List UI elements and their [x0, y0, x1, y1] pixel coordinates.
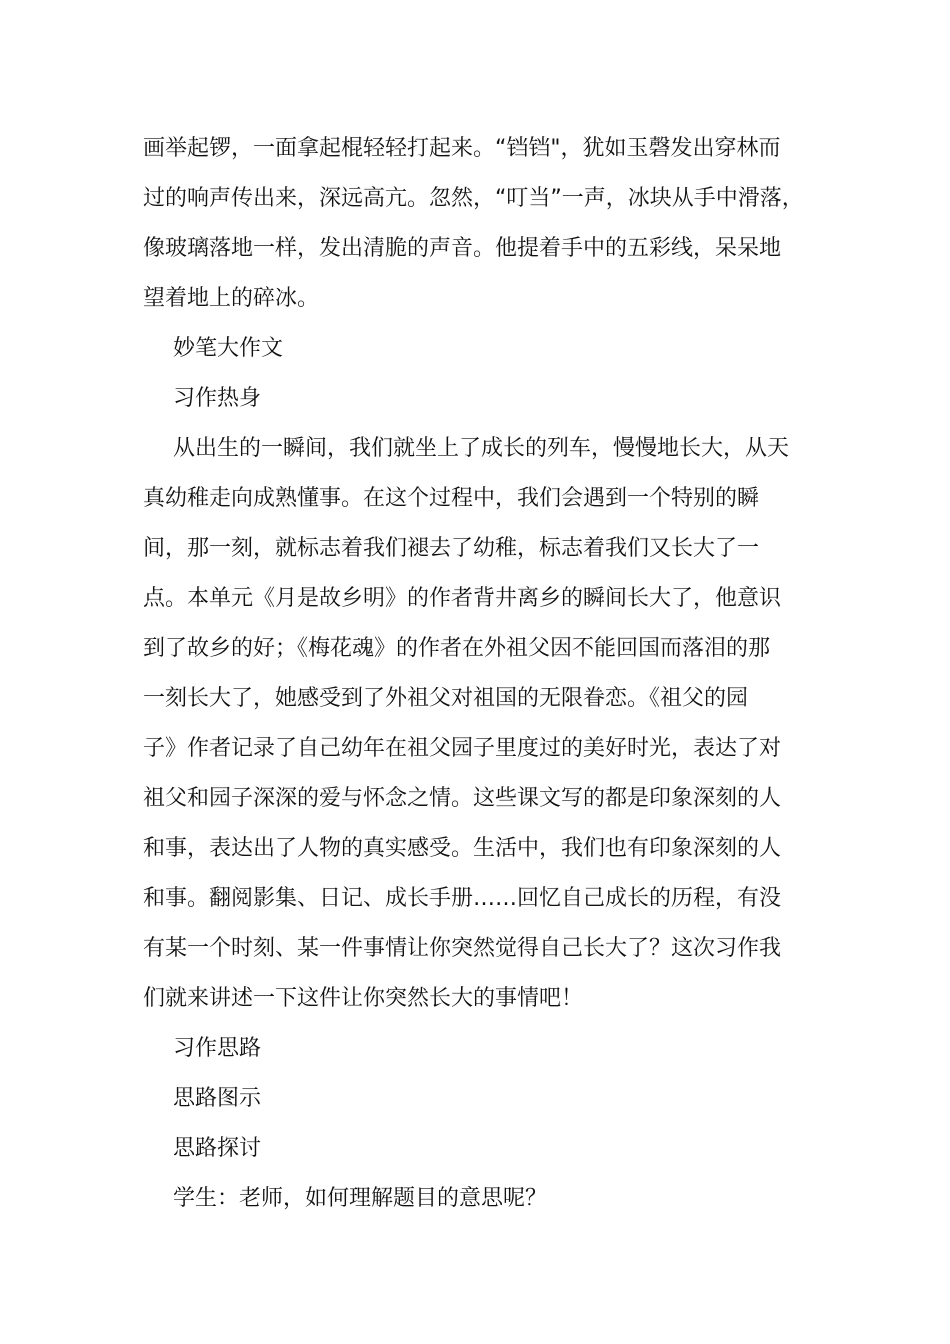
paragraph-line: 真幼稚走向成熟懂事。在这个过程中，我们会遇到一个特别的瞬	[143, 486, 760, 511]
paragraph-line: 有某一个时刻、某一件事情让你突然觉得自己长大了？这次习作我	[143, 936, 782, 961]
paragraph-line: 过的响声传出来，深远高亢。忽然，“叮当”一声，冰块从手中滑落，	[143, 186, 804, 211]
section-heading: 思路探讨	[173, 1136, 262, 1161]
paragraph-line: 一刻长大了，她感受到了外祖父对祖国的无限眷恋。《祖父的园	[143, 686, 749, 711]
paragraph-line: 和事，表达出了人物的真实感受。生活中，我们也有印象深刻的人	[143, 836, 782, 861]
paragraph-line: 画举起锣，一面拿起棍轻轻打起来。“铛铛"，犹如玉磬发出穿林而	[143, 136, 781, 161]
section-heading: 习作思路	[173, 1036, 262, 1061]
paragraph-line: 望着地上的碎冰。	[143, 286, 320, 311]
paragraph-line: 到了故乡的好；《梅花魂》的作者在外祖父因不能回国而落泪的那	[143, 636, 771, 661]
paragraph-line: 和事。翻阅影集、日记、成长手册……回忆自己成长的历程，有没	[143, 886, 782, 911]
paragraph-line: 子》作者记录了自己幼年在祖父园子里度过的美好时光，表达了对	[143, 736, 782, 761]
section-heading: 习作热身	[173, 386, 262, 411]
paragraph-line: 祖父和园子深深的爱与怀念之情。这些课文写的都是印象深刻的人	[143, 786, 782, 811]
paragraph-line: 像玻璃落地一样，发出清脆的声音。他提着手中的五彩线，呆呆地	[143, 236, 782, 261]
paragraph-line: 从出生的一瞬间，我们就坐上了成长的列车，慢慢地长大，从天	[173, 436, 790, 461]
paragraph-line: 点。本单元《月是故乡明》的作者背井离乡的瞬间长大了，他意识	[143, 586, 782, 611]
paragraph-line: 们就来讲述一下这件让你突然长大的事情吧！	[143, 986, 584, 1011]
dialogue-line: 学生：老师，如何理解题目的意思呢？	[173, 1186, 548, 1211]
section-heading: 妙笔大作文	[173, 336, 284, 361]
section-heading: 思路图示	[173, 1086, 262, 1111]
document-body	[143, 124, 807, 1224]
paragraph-line: 间，那一刻，就标志着我们褪去了幼稚，标志着我们又长大了一	[143, 536, 760, 561]
